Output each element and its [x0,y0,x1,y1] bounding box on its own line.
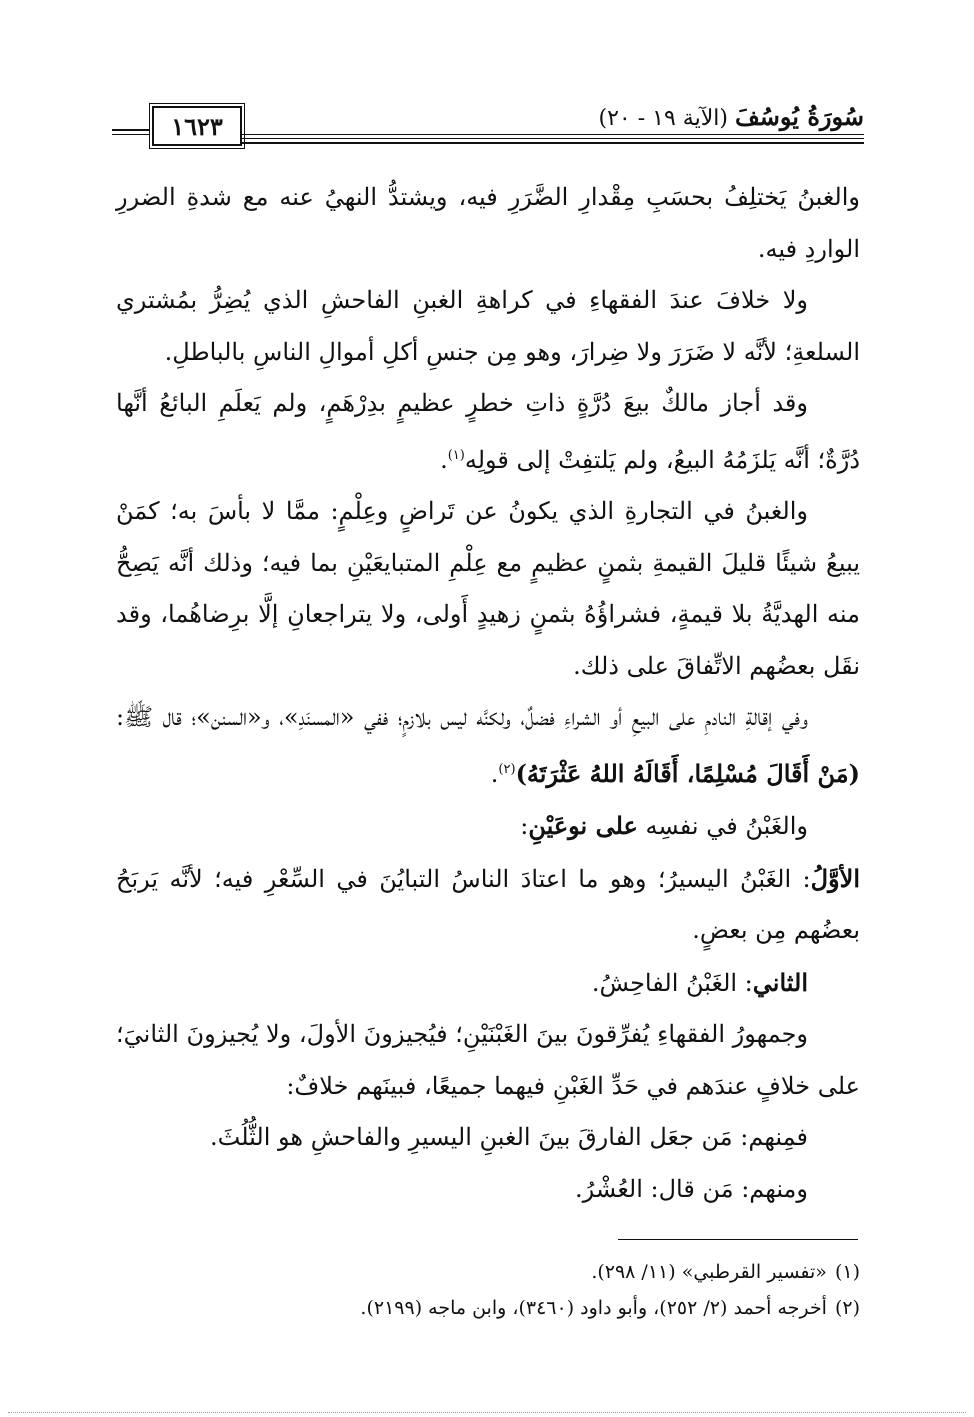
paragraph-text: والغبنُ يَختلِفُ بحسَبِ مِقْدارِ الضَّرَرِ فيه، ويشتدُّ النهيُ عنه مع شدةِ الضررِ الواردِ فيه. [116,183,860,263]
page-number: ١٦٢٣ [171,111,223,141]
paragraph-text: فمِنهم: مَن جعَل الفارقَ بينَ الغبنِ اليسيرِ والفاحشِ هو الثُّلُثَ. [210,1123,808,1151]
paragraph [116,172,860,275]
paragraph [116,486,860,692]
header-rule-left [112,129,150,131]
paragraph [116,957,860,1010]
paragraph [116,275,860,378]
scan-edge-line [8,1412,966,1413]
paragraph [116,853,860,957]
paragraph-text: وفي إقالةِ النادمِ على البيعِ أو الشراءِ فضلٌ، ولكنَّه ليس بلازمٍ؛ ففي «المسنَدِ»، و«السنن»؛ قال ﷺ: [116,703,808,731]
footnote-number: (٢) [834,1297,860,1319]
header-rule [242,134,864,135]
paragraph [116,378,860,486]
paragraph [116,1164,860,1216]
emphasis-text: على نوعَيْنِ [528,811,638,840]
footnote-marker[interactable]: (١) [447,447,465,463]
paragraph-text: والغبنُ في التجارةِ الذي يكونُ عن تَراضٍ وعِلْمٍ: ممَّا لا بأسَ به؛ كمَنْ يبيعُ شيئًا قليلَ القيمةِ بثمنٍ عظيمٍ مع عِلْمِ المتبايعَيْنِ بما فيه؛ وذلك أنَّه يَصِحُّ منه الهديَّةُ بلا قيمةٍ، فشراؤُهُ بثمنٍ زهيدٍ أَولى، ولا يتراجعانِ إلَّا برِضاهُما، وقد نقَل بعضُهم الاتِّفاقَ على ذلك. [116,497,860,680]
paragraph-text: وقد أجاز مالكٌ بيعَ دُرَّةٍ ذاتِ خطرٍ عظيمٍ بدِرْهَمٍ، ولم يَعلَمِ البائعُ أنَّها دُرَّةٌ؛ أنَّه يَلزَمُهُ البيعُ، ولم يَلتفِتْ إلى قولِه [116,389,860,474]
punctuation: . [490,759,499,788]
paragraph [116,800,860,853]
punctuation: : [520,812,529,840]
footnote [116,1254,860,1290]
body-text [116,172,860,1215]
paragraph-text: ومنهم: مَن قال: العُشْرُ. [575,1174,808,1203]
footnote-number: (١) [834,1261,860,1283]
paragraph-text: وجمهورُ الفقهاءِ يُفرِّقونَ بينَ الغَبْنَيْنِ؛ فيُجيزونَ الأولَ، ولا يُجيزونَ الثانيَ؛ على خلافٍ عندَهم في حَدِّ الغَبْنِ فيهما جميعًا، فبينَهم خلافٌ: [116,1020,860,1100]
header-rule-left [112,134,150,135]
footnote-text: «تفسير القرطبي» (١١/ ٢٩٨). [591,1261,827,1283]
paragraph [116,692,860,800]
header-rule [242,142,864,144]
paragraph [116,1009,860,1112]
sura-name: سُورَةُ يُوسُفَ [734,102,864,131]
footnote-separator [618,1239,858,1240]
paragraph [116,1112,860,1164]
footnote-text: أخرجه أحمد (٢/ ٢٥٢)، وأبو داود (٣٤٦٠)، وابن ماجه (٢١٩٩). [360,1297,827,1319]
hadith-text: (مَنْ أَقَالَ مُسْلِمًا، أَقَالَهُ اللهُ عَثْرَتَهُ) [515,758,860,788]
paragraph-text: : الغَبْنُ الفاحِشُ. [591,968,753,997]
paragraph-text: ولا خلافَ عندَ الفقهاءِ في كراهةِ الغبنِ الفاحشِ الذي يُضِرُّ بمُشتري السلعةِ؛ لأنَّه لا ضَرَرَ ولا ضِرارَ، وهو مِن جنسِ أكلِ أموالِ الناسِ بالباطلِ. [116,286,860,366]
paragraph-text: : الغَبْنُ اليسيرُ؛ وهو ما اعتادَ الناسُ التبايُنَ في السِّعْرِ فيه؛ لأنَّه يَربَحُ بعضُهم مِن بعضٍ. [116,864,860,944]
header-rule [242,138,864,139]
paragraph-text: والغَبْنُ في نفسِه [637,812,808,840]
running-title [598,102,864,131]
item-label: الثاني [752,967,808,997]
verse-range: (الآية ١٩ - ٢٠) [598,106,728,131]
punctuation: . [440,445,448,474]
item-label: الأوَّلُ [810,863,860,893]
footnote [116,1290,860,1326]
page-number-box [152,106,242,146]
footnote-marker[interactable]: (٢) [498,761,516,777]
page-header [112,98,864,150]
footnotes [116,1254,860,1326]
